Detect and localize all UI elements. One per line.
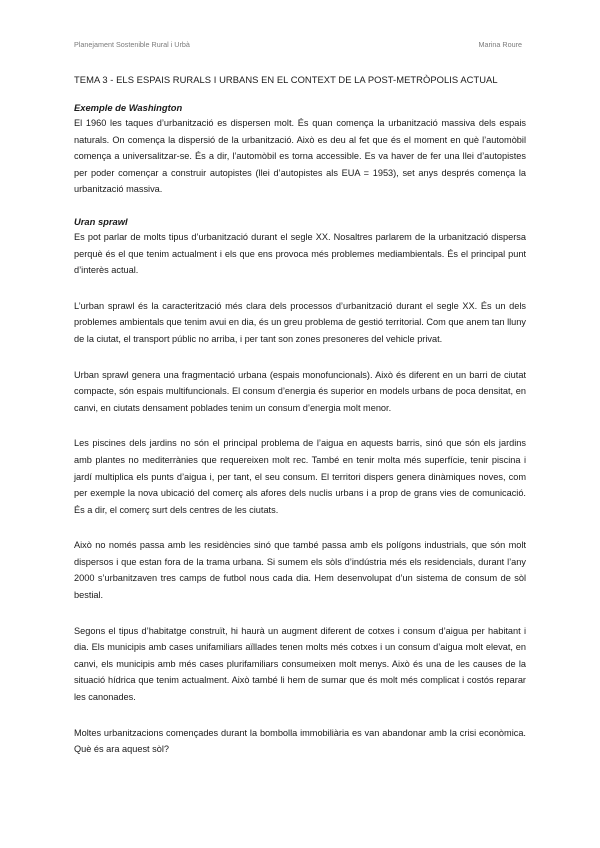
- section-heading: Exemple de Washington: [74, 102, 183, 113]
- document-title: TEMA 3 - ELS ESPAIS RURALS I URBANS EN EL CONTEXT DE LA POST-METRÒPOLIS ACTUAL: [74, 74, 498, 85]
- paragraph: Urban sprawl genera una fragmentació urbana (espais monofuncionals). Això és diferent en un barri de ciutat compacte, són espais multifuncionals. El consum d’energia és superior en models urbans de poca densitat, en canvi, en ciutats densament poblades tenim un consum d’energia molt menor.: [74, 369, 526, 413]
- section-heading: Uran sprawl: [74, 215, 128, 227]
- paragraph: L’urban sprawl és la caracterització més clara dels processos d’urbanització durant el segle XX. És un dels problemes ambientals que tenim avui en dia, és un greu problema de gestió territorial. Com que anem tan lluny de la ciutat, el transport públic no arriba, i per tant son zones presoneres del vehicle privat.: [74, 300, 526, 344]
- header-author: Marina Roure: [478, 40, 522, 49]
- header-course-title: Planejament Sostenible Rural i Urbà: [74, 40, 190, 49]
- paragraph: Segons el tipus d’habitatge construït, hi haurà un augment diferent de cotxes i consum d’aigua per habitant i dia. Els municipis amb cases unifamiliars aïllades tenen molts més cotxes i un consum d’aigua molt elevat, en canvi, els municipis amb més cases plurifamiliars consumeixen molt menys. Això és una de les causes de la situació hídrica que tenim actualment. Això també li hem de sumar que és molt més complicat i costós reparar les canonades.: [74, 625, 526, 703]
- paragraph: Això no només passa amb les residències sinó que també passa amb els polígons industrials, que són molt dispersos i que estan fora de la trama urbana. Si sumem els sòls d’indústria més els residencials, durant l’any 2000 s’urbanitzaven tres camps de futbol nous cada dia. Hem desenvolupat d’un sistema de consum de sòl bestial.: [74, 540, 526, 601]
- paragraph: Moltes urbanitzacions començades durant la bombolla immobiliària es van abandonar amb la crisi econòmica. Què és ara aquest sòl?: [74, 727, 526, 755]
- page-header: [74, 40, 526, 54]
- paragraph: Es pot parlar de molts tipus d’urbanització durant el segle XX. Nosaltres parlarem de la urbanització dispersa perquè és el que tenim actualment i els que ens provoca més problemes mediambientals. És el principal punt d’interès actual.: [74, 231, 526, 276]
- paragraph: El 1960 les taques d’urbanització es dispersen molt. És quan comença la urbanització massiva dels espais naturals. On comença la dispersió de la urbanització. Això es deu al fet que és el moment en què l’automòbil comença a universalitzar-se. És a dir, l’automòbil es torna accessible. Es va haver de fer una llei d’autopistes per poder començar a construir autopistes (llei d’autopistes als EUA = 1953), set anys després comença la urbanització massiva.: [74, 118, 526, 195]
- document-body: [74, 73, 526, 758]
- paragraph: Les piscines dels jardins no són el principal problema de l’aigua en aquests barris, sinó que són els jardins amb plantes no mediterrànies que requereixen molt rec. També en tenir molta més superfície, tenir piscina i jardí multiplica els punts d’aigua i, per tant, el seu consum. El territori dispers genera dinàmiques noves, com per exemple la nova ubicació del comerç als afores dels nuclis urbans i a prop de grans vies de comunicació. És a dir, el comerç surt dels centres de les ciutats.: [74, 438, 526, 515]
